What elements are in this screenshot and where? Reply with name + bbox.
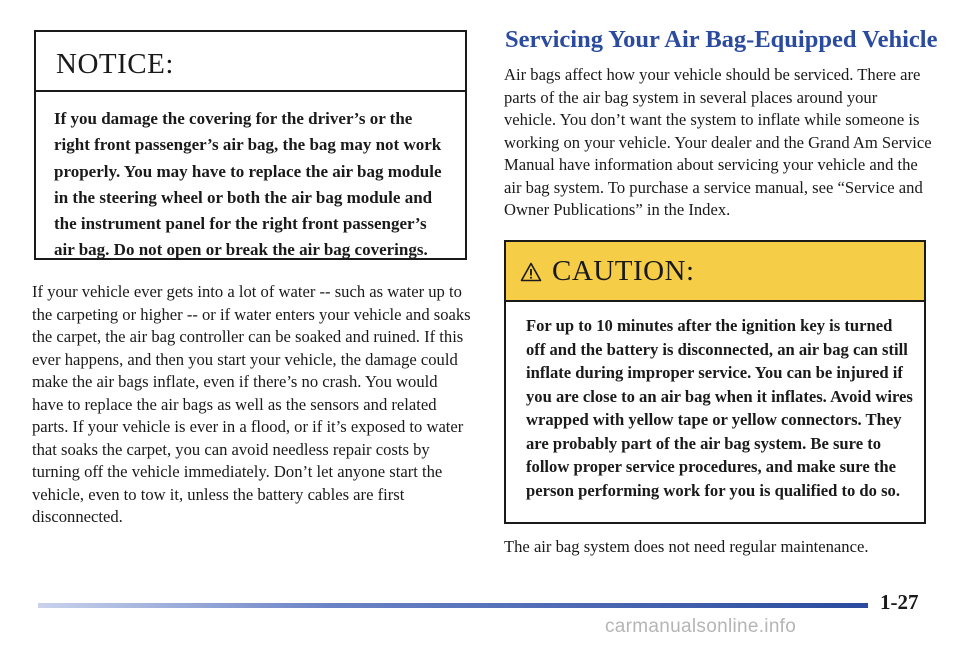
notice-box (34, 30, 467, 260)
caution-header (506, 242, 924, 302)
warning-triangle-icon (520, 262, 542, 282)
caution-body: For up to 10 minutes after the ignition key is turned off and the battery is disconnected, an air bag can still inflate during improper service. You can be injured if you are close to an air bag when it inflates. Avoid wires wrapped with yellow tape or yellow connectors. They are probably part of the air bag system. Be sure to follow proper service procedures, and make sure the person performing work for you is qualified to do so. (526, 316, 913, 500)
caution-title: CAUTION: (552, 254, 695, 287)
notice-title: NOTICE: (36, 32, 465, 92)
flood-paragraph: If your vehicle ever gets into a lot of water -- such as water up to the carpeting or higher -- or if water enters your vehicle and soaks the carpet, the air bag controller can be soaked and ruined. If this ever happens, and then you start your vehicle, the damage could make the air bags inflate, even if there’s no crash. You would have to replace the air bags as well as the sensors and related parts. If your vehicle is ever in a flood, or if it’s exposed to water that soaks the carpet, you can avoid needless repair costs by turning off the vehicle immediately. Don’t let anyone start the vehicle, even to tow it, unless the battery cables are first disconnected. (32, 282, 471, 526)
page-rule (38, 603, 868, 608)
page-number: 1-27 (880, 590, 919, 614)
watermark: carmanualsonline.info (605, 616, 797, 637)
maintenance-note: The air bag system does not need regular maintenance. (504, 537, 869, 556)
section-title: Servicing Your Air Bag-Equipped Vehicle (505, 26, 938, 53)
notice-body: If you damage the covering for the driver’s or the right front passenger’s air bag, the bag may not work properly. You may have to replace the air bag module in the steering wheel or both the air bag module and the instrument panel for the right front passenger’s air bag. Do not open or break the air bag coverings. (54, 109, 442, 260)
caution-box (504, 240, 926, 524)
servicing-paragraph: Air bags affect how your vehicle should be serviced. There are parts of the air bag system in several places around your vehicle. You don’t want the system to inflate while someone is working on your vehicle. Your dealer and the Grand Am Service Manual have information about servicing your vehicle and the air bag system. To purchase a service manual, see “Service and Owner Publications” in the Index. (504, 65, 932, 219)
